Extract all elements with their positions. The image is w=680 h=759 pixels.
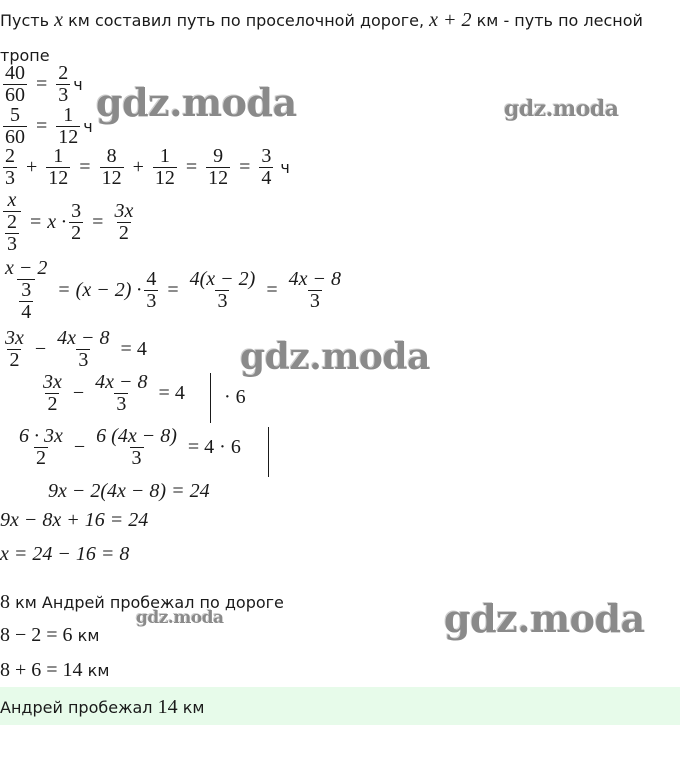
numerator: 9: [213, 145, 224, 167]
equals-sign: =: [58, 279, 70, 301]
plus-sign: +: [26, 156, 38, 178]
unit-label: км: [82, 661, 110, 680]
numerator: 2: [5, 145, 15, 167]
denominator: [3, 211, 21, 255]
step-2: [0, 105, 93, 148]
denominator: 2: [9, 349, 20, 371]
equals-sign: =: [36, 115, 48, 137]
numerator: 1: [63, 104, 74, 126]
fraction: [3, 105, 27, 148]
numerator: 6 · 3x: [19, 425, 63, 447]
numerator: 1: [159, 145, 170, 167]
distance-value: 8: [0, 591, 10, 613]
numerator: 1: [53, 145, 64, 167]
numerator: 8: [106, 145, 117, 167]
denominator: 2: [47, 393, 58, 415]
unit-label: ч: [83, 117, 93, 136]
minus-sign: −: [34, 338, 47, 360]
numerator: 40: [5, 62, 25, 84]
fraction: [94, 426, 179, 469]
numerator: 5: [10, 104, 20, 126]
step-4: [0, 190, 138, 255]
fraction: [188, 269, 258, 312]
fraction: [41, 372, 64, 415]
watermark: gdz.moda: [96, 80, 297, 125]
multiplier: · 6: [224, 386, 246, 408]
denominator: 3: [146, 290, 157, 312]
denominator: 3: [116, 393, 127, 415]
denominator: 2: [71, 222, 82, 244]
denominator: 3: [217, 290, 228, 312]
numerator: 3: [21, 279, 32, 301]
answer-unit: км: [177, 698, 205, 717]
minus-sign: −: [72, 382, 85, 404]
intro-text: км составил путь по проселочной дороге,: [63, 11, 430, 30]
step-7: [38, 372, 185, 415]
intro-text: км - путь по лесной: [471, 11, 643, 30]
denominator: 12: [58, 126, 79, 148]
fraction: [287, 269, 343, 312]
fraction: [3, 328, 26, 371]
intro-line-1: [0, 9, 643, 32]
answer-value: 14: [157, 696, 178, 718]
fraction: [55, 328, 111, 371]
numerator: 3x: [5, 327, 24, 349]
equals-sign: =: [266, 279, 278, 301]
step-3: [0, 146, 290, 189]
step-10: 9x − 8x + 16 = 24: [0, 509, 149, 531]
watermark: gdz.moda: [240, 336, 430, 378]
multiplier-bar: [210, 373, 211, 423]
compound-fraction: [3, 258, 49, 323]
denominator: 60: [5, 84, 25, 106]
watermark: gdz.moda: [504, 96, 619, 122]
numerator: 3: [261, 145, 272, 167]
product: (x − 2) ·: [75, 279, 142, 301]
equals-product: = 4 · 6: [187, 436, 241, 458]
fraction: [3, 63, 27, 106]
denominator: 3: [7, 233, 17, 255]
conclusion-line-2: [0, 624, 99, 647]
denominator: 12: [154, 167, 175, 189]
denominator: [17, 279, 35, 323]
fraction: [100, 146, 124, 189]
intro-expr: x + 2: [429, 9, 472, 31]
denominator: 60: [5, 126, 25, 148]
fraction: [93, 372, 149, 415]
compound-fraction: [3, 190, 21, 255]
denominator: 3: [5, 167, 15, 189]
fraction: [206, 146, 230, 189]
watermark: gdz.moda: [444, 596, 645, 641]
fraction: [112, 201, 135, 244]
equation: 8 − 2 = 6: [0, 624, 73, 646]
intro-var-x: x: [54, 9, 64, 31]
numerator: 2: [58, 62, 69, 84]
fraction: [153, 146, 177, 189]
denominator: 2: [35, 447, 46, 469]
numerator: 4(x − 2): [189, 268, 256, 290]
denominator: 12: [208, 167, 229, 189]
unit-label: ч: [73, 75, 83, 94]
equals-sign: =: [36, 73, 48, 95]
step-9: 9x − 2(4x − 8) = 24: [48, 480, 210, 502]
equals-sign: =: [30, 211, 42, 233]
step-1: [0, 63, 83, 106]
fraction: [56, 63, 70, 106]
numerator: x: [7, 189, 17, 211]
denominator: 12: [48, 167, 69, 189]
fraction: [3, 146, 17, 189]
numerator: x − 2: [5, 257, 48, 279]
answer: [0, 696, 204, 719]
equals-sign: =: [92, 211, 104, 233]
numerator: 4: [146, 268, 157, 290]
inner-fraction: [19, 280, 33, 323]
fraction: [46, 146, 70, 189]
equation: 8 + 6 = 14: [0, 659, 83, 681]
multiplier-bar: [268, 427, 269, 477]
unit-label: ч: [280, 158, 290, 177]
product: x ·: [47, 211, 67, 233]
denominator: 4: [21, 301, 32, 323]
numerator: 6 (4x − 8): [96, 425, 177, 447]
conclusion-text: км Андрей пробежал по дороге: [10, 593, 284, 612]
numerator: 3: [71, 200, 82, 222]
watermark: gdz.moda: [136, 608, 224, 628]
equals-sign: =: [79, 156, 91, 178]
equals-sign: =: [167, 279, 179, 301]
equals-sign: =: [239, 156, 251, 178]
fraction: [56, 105, 80, 148]
equals-four: = 4: [158, 382, 185, 404]
fraction: [259, 146, 273, 189]
denominator: 2: [118, 222, 129, 244]
minus-sign: −: [73, 436, 86, 458]
answer-text: Андрей пробежал: [0, 698, 158, 717]
numerator: 3x: [114, 200, 134, 222]
step-11: x = 24 − 16 = 8: [0, 543, 130, 565]
numerator: 4x − 8: [95, 371, 148, 393]
step-8: [14, 426, 241, 469]
inner-fraction: [5, 212, 19, 255]
intro-text: Пусть: [0, 11, 55, 30]
denominator: 3: [309, 290, 320, 312]
conclusion-line-3: [0, 659, 109, 682]
step-6: [0, 328, 147, 371]
equals-sign: =: [185, 156, 198, 178]
denominator: 3: [131, 447, 142, 469]
unit-label: км: [72, 626, 100, 645]
step-5: [0, 258, 346, 323]
denominator: 3: [58, 84, 69, 106]
denominator: 4: [261, 167, 272, 189]
equals-four: = 4: [120, 338, 147, 360]
fraction: [69, 201, 83, 244]
numerator: 4x − 8: [57, 327, 110, 349]
fraction: [144, 269, 158, 312]
denominator: 3: [78, 349, 89, 371]
numerator: 2: [7, 211, 17, 233]
intro-line-2: тропе: [0, 46, 50, 65]
fraction: [17, 426, 65, 469]
denominator: 12: [101, 167, 122, 189]
numerator: 4x − 8: [288, 268, 341, 290]
numerator: 3x: [43, 371, 62, 393]
plus-sign: +: [132, 156, 144, 178]
